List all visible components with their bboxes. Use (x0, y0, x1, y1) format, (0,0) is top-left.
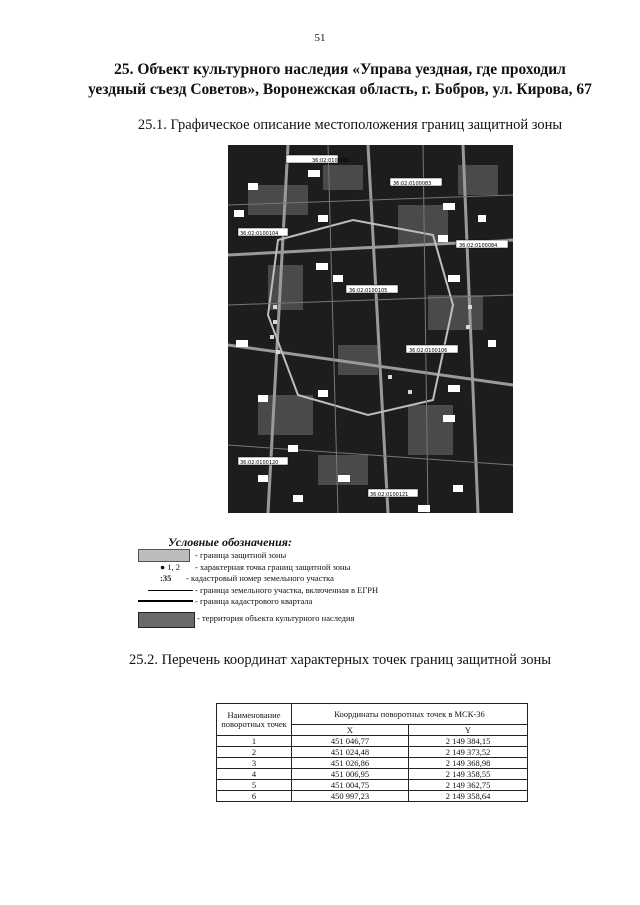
point-y: 2 149 362,75 (409, 780, 528, 791)
point-number: 5 (217, 780, 292, 791)
cadastral-map (228, 145, 513, 513)
col-header-points: Наименование поворотных точек (217, 704, 292, 736)
legend-title: Условные обозначения: (168, 535, 292, 549)
map-label-quarter: 36:02:0100106 (409, 348, 448, 354)
map-label-quarter: 36:02:0100105 (349, 288, 388, 294)
point-y: 2 149 373,52 (409, 747, 528, 758)
section-1-title: 25.1. Графическое описание местоположения границ защитной зоны (137, 117, 563, 133)
point-y: 2 149 384,15 (409, 736, 528, 747)
legend-line-quarter (138, 600, 193, 602)
legend-symbol-cadastral: :35 (160, 573, 172, 583)
table-row (217, 747, 528, 758)
legend-item-parcel: - граница земельного участка, включенная в ЕГРН (195, 585, 379, 595)
col-header-y: Y (409, 725, 528, 736)
legend-item-point: - характерная точка границ защитной зоны (195, 562, 351, 572)
map-label-quarter: 36:02:0100083 (393, 181, 432, 187)
page-number: 51 (314, 32, 326, 44)
map-label-quarter: 36:02:0100120 (240, 460, 279, 466)
map-label-quarter: 36:02:0100082 (312, 158, 351, 164)
point-y: 2 149 358,64 (409, 791, 528, 802)
legend-item-cadastral: - кадастровый номер земельного участка (186, 573, 334, 583)
object-heading (60, 60, 620, 100)
heading-line-1: 25. Объект культурного наследия «Управа уездная, где проходил (114, 61, 566, 78)
coordinates-table (216, 703, 528, 802)
map-label-quarter: 36:02:0100104 (240, 231, 279, 237)
legend-item-heritage: - территория объекта культурного наследия (197, 613, 355, 623)
point-x: 451 026,86 (292, 758, 409, 769)
table-row (217, 769, 528, 780)
point-x: 451 046,77 (292, 736, 409, 747)
point-number: 1 (217, 736, 292, 747)
legend-item-protection-zone: - граница защитной зоны (195, 550, 287, 560)
point-number: 6 (217, 791, 292, 802)
table-row (217, 791, 528, 802)
col-header-x: X (292, 725, 409, 736)
point-y: 2 149 368,98 (409, 758, 528, 769)
map-label-quarter: 36:02:0100121 (370, 492, 409, 498)
point-number: 4 (217, 769, 292, 780)
point-y: 2 149 358,55 (409, 769, 528, 780)
table-row (217, 780, 528, 791)
point-number: 3 (217, 758, 292, 769)
legend-swatch-protection-zone (138, 549, 190, 562)
legend-item-quarter: - граница кадастрового квартала (195, 596, 313, 606)
point-x: 451 024,48 (292, 747, 409, 758)
legend-line-parcel (148, 590, 193, 591)
point-x: 451 004,75 (292, 780, 409, 791)
map-label-quarter: 36:02:0100084 (459, 243, 498, 249)
table-row (217, 736, 528, 747)
table-row (217, 758, 528, 769)
legend-symbol-point: ● 1, 2 (160, 562, 181, 572)
point-number: 2 (217, 747, 292, 758)
point-x: 451 006,95 (292, 769, 409, 780)
point-x: 450 997,23 (292, 791, 409, 802)
section-2-title: 25.2. Перечень координат характерных точек границ защитной зоны (129, 652, 551, 668)
heading-line-2: уездный съезд Советов», Воронежская область, г. Бобров, ул. Кирова, 67 (88, 81, 592, 98)
col-header-coordinates: Координаты поворотных точек в МСК-36 (292, 704, 528, 725)
legend-swatch-heritage (138, 612, 195, 628)
